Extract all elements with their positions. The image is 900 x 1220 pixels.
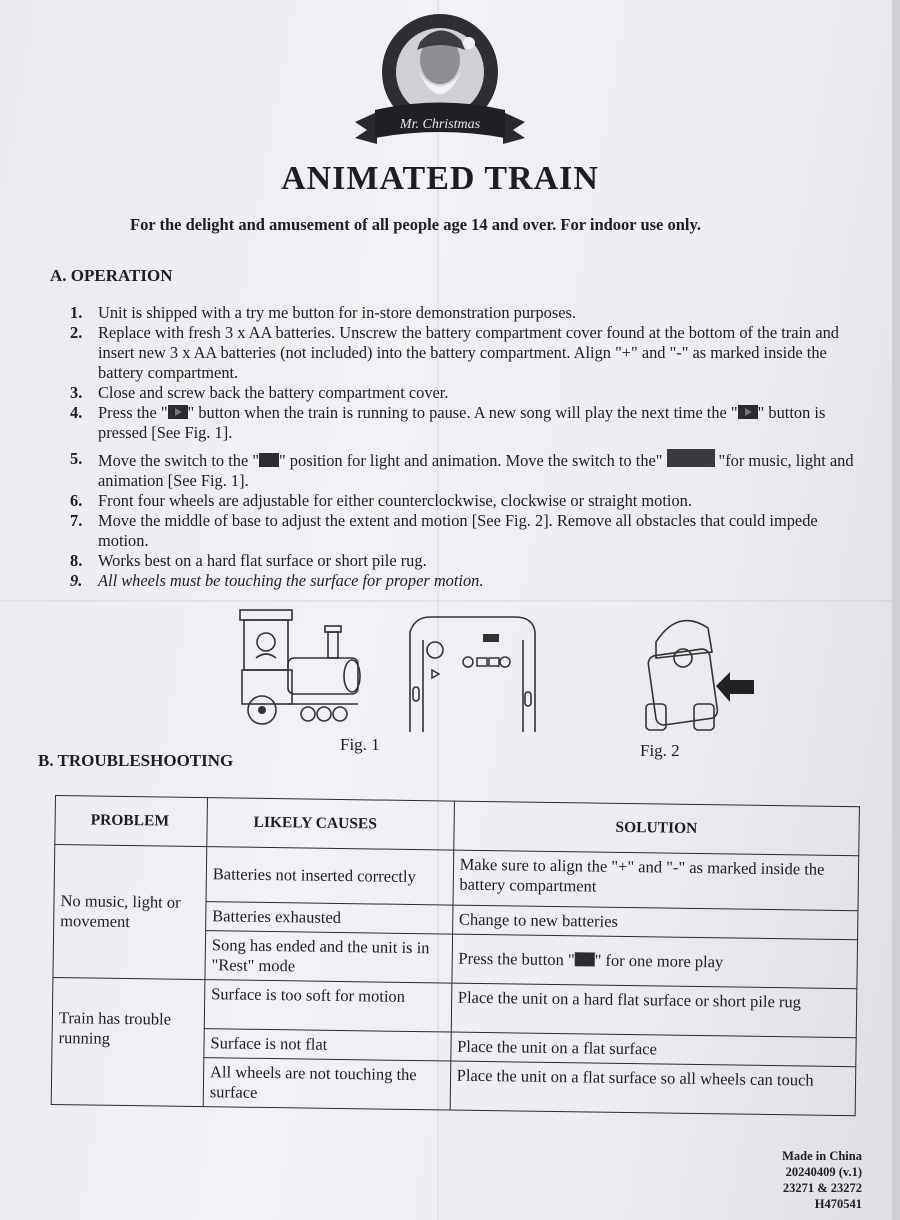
solution-cell: Place the unit on a flat surface xyxy=(450,1032,856,1067)
solution-cell: Change to new batteries xyxy=(452,905,858,940)
operation-list xyxy=(70,303,860,591)
page-edge xyxy=(892,0,900,1220)
cause-cell: Batteries exhausted xyxy=(206,902,453,934)
paper-fold-horizontal xyxy=(0,600,900,602)
switch-position-icon xyxy=(259,453,279,467)
troubleshooting-table xyxy=(51,795,860,1116)
list-item: 3. Close and screw back the battery compartment cover. xyxy=(70,383,449,402)
cause-cell: Batteries not inserted correctly xyxy=(206,847,453,905)
list-item: 5. Move the switch to the " " position for light and animation. Move the switch to the" "for music, light and animation [See Fig. 1]. xyxy=(70,449,854,490)
solution-cell: Place the unit on a flat surface so all wheels can touch xyxy=(450,1061,856,1116)
list-item: 1. Unit is shipped with a try me button for in-store demonstration purposes. xyxy=(70,303,576,322)
play-button-icon xyxy=(738,405,758,419)
list-item: 7. Move the middle of base to adjust the extent and motion [See Fig. 2]. Remove all obstacles that could impede motion. xyxy=(70,511,818,550)
list-item: 9. All wheels must be touching the surface for proper motion. xyxy=(70,571,484,590)
column-header-problem: PROBLEM xyxy=(55,796,208,847)
solution-cell: Press the button " " for one more play xyxy=(452,934,858,989)
table-row xyxy=(52,977,857,1037)
section-operation-heading: A. OPERATION xyxy=(50,266,173,285)
column-header-solution: SOLUTION xyxy=(453,801,859,856)
footer-info xyxy=(782,1148,862,1212)
solution-cell: Make sure to align the "+" and "-" as marked inside the battery compartment xyxy=(453,850,859,911)
solution-cell: Place the unit on a hard flat surface or short pile rug xyxy=(451,983,857,1038)
music-switch-icon xyxy=(667,449,715,467)
section-troubleshooting-heading: B. TROUBLESHOOTING xyxy=(38,751,234,770)
control-panel-illustration xyxy=(405,612,545,732)
cause-cell: Surface is not flat xyxy=(204,1029,451,1061)
model-numbers: 23271 & 23272 xyxy=(782,1181,862,1195)
play-button-icon xyxy=(575,952,595,966)
list-item: 4. Press the " " button when the train is running to pause. A new song will play the next time the " " button is pressed [See Fig. 1]. xyxy=(70,403,826,442)
logo-text: Mr. Christmas xyxy=(399,117,481,132)
column-header-causes: LIKELY CAUSES xyxy=(207,798,454,850)
train-illustration xyxy=(232,606,372,731)
base-adjustment-illustration xyxy=(638,608,758,738)
list-item: 2. Replace with fresh 3 x AA batteries. Unscrew the battery compartment cover found at the bottom of the train and insert new 3 x AA batteries (not included) into the battery compartment. Align "+" and "-" as marked inside the battery compartment. xyxy=(70,323,839,382)
fig2-caption: Fig. 2 xyxy=(640,741,680,760)
page-title: ANIMATED TRAIN xyxy=(281,160,599,197)
cause-cell: Surface is too soft for motion xyxy=(204,980,451,1032)
made-in-label: Made in China xyxy=(782,1149,862,1163)
table-row xyxy=(54,845,859,911)
item-code: H470541 xyxy=(814,1197,862,1211)
problem-cell: Train has trouble running xyxy=(51,977,205,1106)
subtitle: For the delight and amusement of all people age 14 and over. For indoor use only. xyxy=(130,215,701,234)
play-button-icon xyxy=(168,405,188,419)
cause-cell: Song has ended and the unit is in "Rest" mode xyxy=(205,931,452,983)
version-label: 20240409 (v.1) xyxy=(785,1165,862,1179)
fig1-caption: Fig. 1 xyxy=(340,735,380,754)
list-item: 6. Front four wheels are adjustable for either counterclockwise, clockwise or straight motion. xyxy=(70,491,692,510)
list-item: 8. Works best on a hard flat surface or short pile rug. xyxy=(70,551,427,570)
cause-cell: All wheels are not touching the surface xyxy=(203,1058,450,1110)
problem-cell: No music, light or movement xyxy=(53,845,207,980)
mr-christmas-logo xyxy=(355,10,525,160)
